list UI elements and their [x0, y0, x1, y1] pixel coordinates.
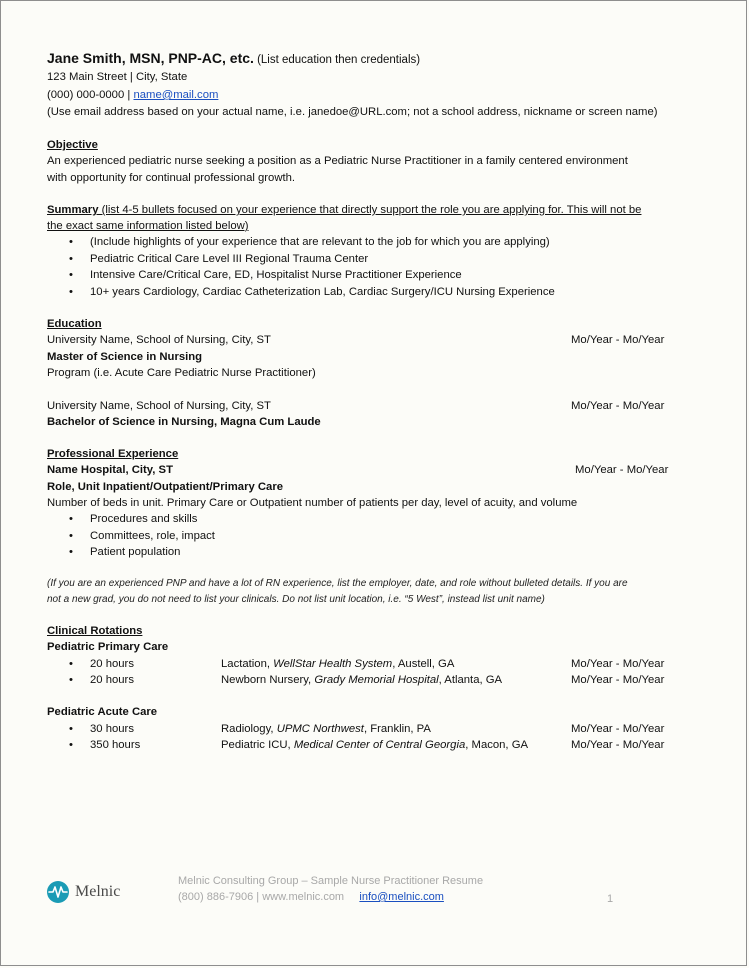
clinical-hours: 20 hours: [90, 674, 134, 686]
candidate-name: Jane Smith, MSN, PNP-AC, etc.: [47, 50, 254, 66]
bullet: •: [69, 253, 73, 265]
education-school-1: University Name, School of Nursing, City, ST: [47, 334, 271, 346]
education-dates-2: Mo/Year - Mo/Year: [571, 400, 665, 412]
bullet: •: [69, 286, 73, 298]
clinical-hours: 30 hours: [90, 723, 134, 735]
list-item: Committees, role, impact: [90, 530, 215, 542]
bullet: •: [69, 739, 73, 751]
melnic-logo: [46, 880, 120, 904]
footer-line-2: (800) 886-7906 | www.melnic.com info@melnic.com: [178, 891, 444, 903]
education-degree-1: Master of Science in Nursing: [47, 351, 203, 363]
clinical-hours: 20 hours: [90, 658, 134, 670]
experience-note-2: not a new grad, you do not need to list your clinicals. Do not list unit location, i.e. “5 West”, instead list unit name): [47, 594, 545, 605]
summary-note-2: the exact same information listed below): [47, 220, 249, 232]
clinical-dates: Mo/Year - Mo/Year: [571, 739, 665, 751]
bullet: •: [69, 546, 73, 558]
education-school-2: University Name, School of Nursing, City, ST: [47, 400, 271, 412]
clinical-site: Newborn Nursery, Grady Memorial Hospital, Atlanta, GA: [221, 674, 503, 686]
clinical-dates: Mo/Year - Mo/Year: [571, 658, 665, 670]
bullet: •: [69, 658, 73, 670]
list-item: Pediatric Critical Care Level III Regional Trauma Center: [90, 253, 369, 265]
objective-heading: Objective: [47, 139, 98, 151]
objective-line-2: with opportunity for continual professional growth.: [47, 172, 296, 184]
education-program-1: Program (i.e. Acute Care Pediatric Nurse Practitioner): [47, 367, 316, 379]
clinical-site: Radiology, UPMC Northwest, Franklin, PA: [221, 723, 431, 735]
bullet: •: [69, 723, 73, 735]
bullet: •: [69, 269, 73, 281]
experience-role: Role, Unit Inpatient/Outpatient/Primary Care: [47, 481, 284, 493]
bullet: •: [69, 513, 73, 525]
footer-email-link[interactable]: info@melnic.com: [359, 891, 444, 903]
address: 123 Main Street | City, State: [47, 71, 188, 83]
experience-heading: Professional Experience: [47, 448, 179, 460]
list-item: Intensive Care/Critical Care, ED, Hospitalist Nurse Practitioner Experience: [90, 269, 462, 281]
contact-line: [47, 87, 218, 103]
separator: |: [127, 89, 131, 101]
page-number: 1: [607, 893, 614, 905]
heartbeat-logo-icon: [46, 880, 70, 904]
list-item: Procedures and skills: [90, 513, 198, 525]
footer: [178, 873, 483, 905]
clinical-heading: Clinical Rotations: [47, 625, 143, 637]
clinical-hours: 350 hours: [90, 739, 141, 751]
bullet: •: [69, 236, 73, 248]
logo-text: Melnic: [75, 883, 121, 900]
clinical-dates: Mo/Year - Mo/Year: [571, 674, 665, 686]
summary-heading: Summary: [47, 204, 99, 216]
clinical-group-title: Pediatric Primary Care: [47, 641, 169, 653]
education-degree-2: Bachelor of Science in Nursing, Magna Cum Laude: [47, 416, 321, 428]
email-note: (Use email address based on your actual name, i.e. janedoe@URL.com; not a school address, nickname or screen name): [47, 106, 658, 118]
experience-dates: Mo/Year - Mo/Year: [575, 464, 669, 476]
clinical-group-title: Pediatric Acute Care: [47, 706, 158, 718]
name-line: [47, 50, 420, 68]
experience-employer: Name Hospital, City, ST: [47, 464, 173, 476]
summary-heading-line: [47, 202, 641, 218]
objective-line-1: An experienced pediatric nurse seeking a position as a Pediatric Nurse Practitioner in a family centered environment: [47, 155, 628, 167]
list-item: Patient population: [90, 546, 181, 558]
list-item: 10+ years Cardiology, Cardiac Catheterization Lab, Cardiac Surgery/ICU Nursing Experience: [90, 286, 555, 298]
bullet: •: [69, 530, 73, 542]
phone: (000) 000-0000: [47, 89, 125, 101]
experience-note-1: (If you are an experienced PNP and have a lot of RN experience, list the employer, date, and role without bulleted details. If you are: [47, 578, 628, 589]
clinical-site: Pediatric ICU, Medical Center of Central Georgia, Macon, GA: [221, 739, 529, 751]
footer-line-1: Melnic Consulting Group – Sample Nurse Practitioner Resume: [178, 875, 484, 887]
clinical-site: Lactation, WellStar Health System, Austell, GA: [221, 658, 455, 670]
clinical-dates: Mo/Year - Mo/Year: [571, 723, 665, 735]
bullet: •: [69, 674, 73, 686]
education-dates-1: Mo/Year - Mo/Year: [571, 334, 665, 346]
email-link[interactable]: name@mail.com: [133, 89, 219, 101]
list-item: (Include highlights of your experience that are relevant to the job for which you are applying): [90, 236, 550, 248]
education-heading: Education: [47, 318, 102, 330]
name-note: (List education then credentials): [257, 54, 421, 66]
summary-note-1: (list 4-5 bullets focused on your experience that directly support the role you are applying for. This will not be: [98, 204, 642, 216]
experience-description: Number of beds in unit. Primary Care or Outpatient number of patients per day, level of acuity, and volume: [47, 497, 578, 509]
